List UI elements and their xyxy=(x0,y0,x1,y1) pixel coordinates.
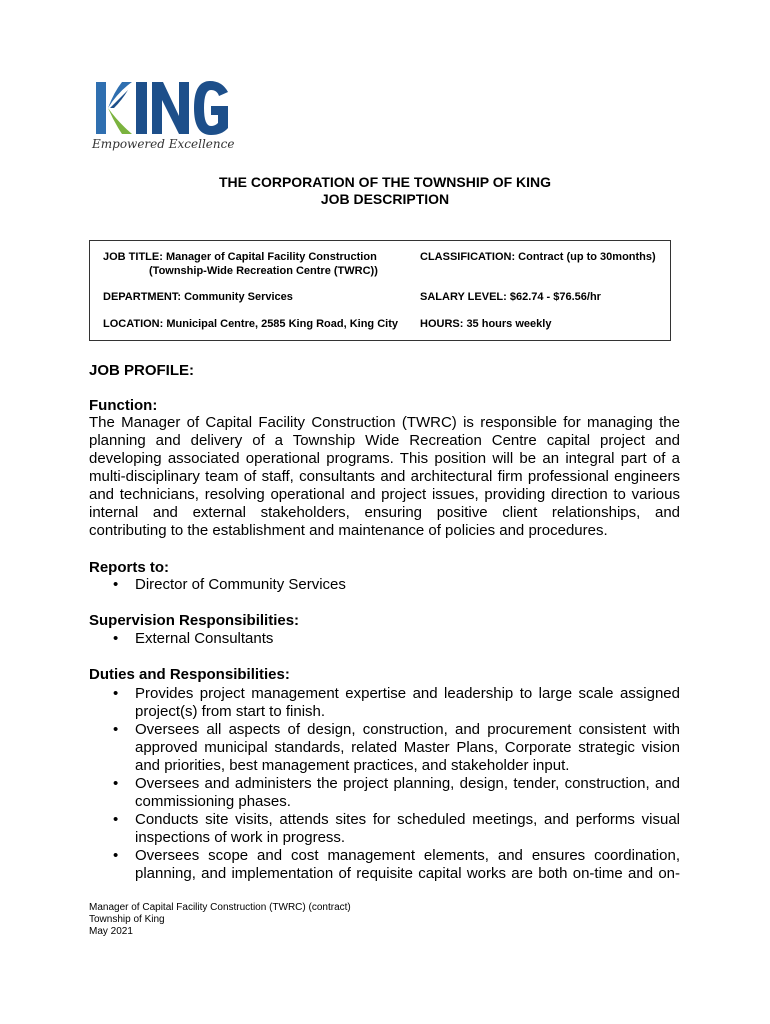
supervision-list xyxy=(89,630,680,648)
function-line: and technicians, resolving operational and project issues, providing direction to various xyxy=(89,486,680,503)
document-subheading: JOB DESCRIPTION xyxy=(320,191,450,207)
salary-level: SALARY LEVEL: $62.74 - $76.56/hr xyxy=(420,291,601,303)
bullet-icon: • xyxy=(113,847,119,864)
job-profile-title: JOB PROFILE: xyxy=(89,362,195,379)
bullet-icon: • xyxy=(113,630,119,647)
function-title: Function: xyxy=(89,397,158,414)
footer-line: May 2021 xyxy=(89,926,133,937)
list-item: • Oversees and administers the project planning, design, tender, construction, and commissioning phases. xyxy=(113,775,680,810)
function-paragraph xyxy=(89,414,680,540)
function-line: The Manager of Capital Facility Construction (TWRC) is responsible for managing the xyxy=(89,414,680,431)
page-footer xyxy=(89,902,351,938)
footer-line: Manager of Capital Facility Construction (TWRC) (contract) xyxy=(89,902,351,913)
department: DEPARTMENT: Community Services xyxy=(103,291,293,303)
duties-list xyxy=(89,685,680,883)
job-info-box xyxy=(89,240,671,341)
bullet-icon: • xyxy=(113,685,119,702)
reports-to-list xyxy=(89,576,680,594)
list-item: • Oversees scope and cost management elements, and ensures coordination, planning, and implementation of requisite capital works are both on-time and on- xyxy=(113,847,680,882)
job-title-continued: (Township-Wide Recreation Centre (TWRC)) xyxy=(149,265,378,277)
function-line: planning and delivery of a Township Wide Recreation Centre capital project and xyxy=(89,432,680,449)
duties-title: Duties and Responsibilities: xyxy=(89,666,290,683)
function-line: developing associated operational programs. This position will be an integral part of a xyxy=(89,450,680,467)
logo-tagline: Empowered Excellence xyxy=(92,137,235,151)
document-heading: THE CORPORATION OF THE TOWNSHIP OF KING xyxy=(218,174,552,190)
supervision-title: Supervision Responsibilities: xyxy=(89,612,300,629)
bullet-icon: • xyxy=(113,811,119,828)
job-title: JOB TITLE: Manager of Capital Facility Construction xyxy=(103,251,377,263)
location: LOCATION: Municipal Centre, 2585 King Road, King City xyxy=(103,318,398,330)
list-item: • Director of Community Services xyxy=(113,576,346,593)
classification: CLASSIFICATION: Contract (up to 30months) xyxy=(420,251,656,263)
footer-line: Township of King xyxy=(89,914,165,925)
bullet-icon: • xyxy=(113,775,119,792)
function-line: multi-disciplinary team of staff, consultants and architectural firm professional engineers xyxy=(89,468,680,485)
list-item: • External Consultants xyxy=(113,630,274,647)
hours: HOURS: 35 hours weekly xyxy=(420,318,552,330)
bullet-icon: • xyxy=(113,721,119,738)
list-item: • Conducts site visits, attends sites for scheduled meetings, and performs visual inspections of work in progress. xyxy=(113,811,680,846)
function-line: internal and external stakeholders, ensuring positive client relationships, and xyxy=(89,504,680,521)
function-line: contributing to the establishment and maintenance of policies and procedures. xyxy=(89,522,608,539)
reports-to-title: Reports to: xyxy=(89,559,169,576)
bullet-icon: • xyxy=(113,576,119,593)
list-item: • Oversees all aspects of design, construction, and procurement consistent with approved municipal standards, related Master Plans, Corporate strategic vision and priorities, best management practices, and stakeholder input. xyxy=(113,721,680,774)
list-item: • Provides project management expertise and leadership to large scale assigned project(s) from start to finish. xyxy=(113,685,680,720)
